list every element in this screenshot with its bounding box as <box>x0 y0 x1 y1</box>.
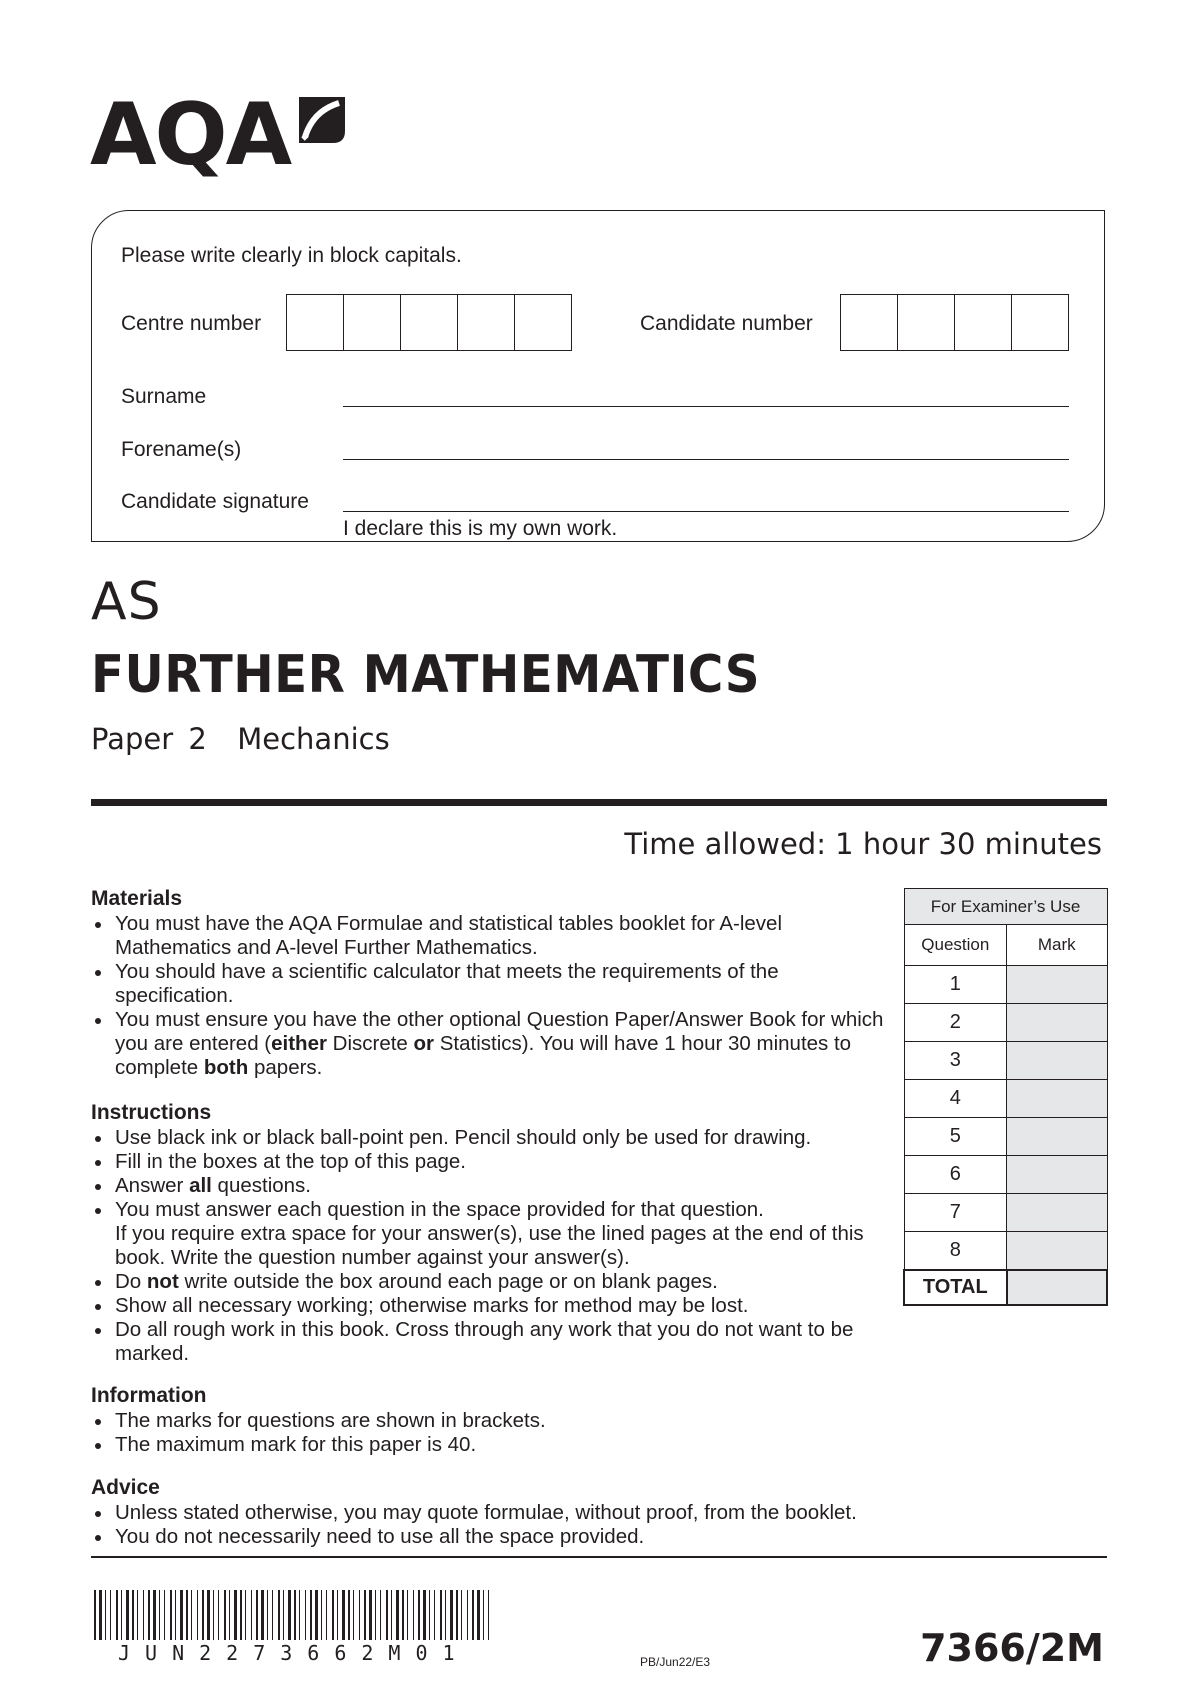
candidate-number-cell[interactable] <box>898 295 955 350</box>
footer-divider <box>91 1556 1107 1558</box>
total-mark-cell <box>1007 1270 1107 1305</box>
list-item: You do not necessarily need to use all the space provided. <box>91 1525 1051 1549</box>
materials-heading: Materials <box>91 887 183 910</box>
mark-cell <box>1007 1118 1107 1156</box>
centre-number-cell[interactable] <box>458 295 515 350</box>
mark-cell <box>1007 1080 1107 1118</box>
question-number: 3 <box>904 1042 1007 1080</box>
candidate-number-cell[interactable] <box>1012 295 1068 350</box>
list-item: You must answer each question in the space provided for that question. If you require extra space for your answer(s), use the lined pages at the end of this book. Write the question number against your answer(s). <box>91 1198 901 1270</box>
table-row <box>904 1118 1107 1156</box>
centre-number-cell[interactable] <box>344 295 401 350</box>
list-item: Fill in the boxes at the top of this page. <box>91 1150 901 1174</box>
list-item: Do all rough work in this book. Cross through any work that you do not want to be marked. <box>91 1318 901 1366</box>
question-number: 7 <box>904 1194 1007 1232</box>
list-item: Unless stated otherwise, you may quote formulae, without proof, from the booklet. <box>91 1501 1051 1525</box>
centre-number-label: Centre number <box>121 312 262 335</box>
reference-code: PB/Jun22/E3 <box>640 1655 711 1669</box>
signature-label: Candidate signature <box>121 490 309 513</box>
mark-cell <box>1007 1156 1107 1194</box>
list-item: You should have a scientific calculator that meets the requirements of the specification. <box>91 960 901 1008</box>
forenames-label: Forename(s) <box>121 438 242 461</box>
logo-text: AQA <box>90 85 291 185</box>
qualification-level: AS <box>91 572 162 632</box>
candidate-number-boxes[interactable] <box>840 294 1069 351</box>
centre-number-cell[interactable] <box>515 295 571 350</box>
forenames-line[interactable] <box>343 459 1069 460</box>
list-item: Do not write outside the box around each page or on blank pages. <box>91 1270 901 1294</box>
mark-cell <box>1007 1194 1107 1232</box>
leaf-icon <box>293 91 351 149</box>
mark-cell <box>1007 1004 1107 1042</box>
examiner-use-table <box>903 888 1108 1306</box>
list-item: Show all necessary working; otherwise marks for method may be lost. <box>91 1294 901 1318</box>
candidate-number-cell[interactable] <box>841 295 898 350</box>
total-label: TOTAL <box>904 1270 1007 1305</box>
declaration-text: I declare this is my own work. <box>343 517 618 540</box>
block-capitals-instruction: Please write clearly in block capitals. <box>121 244 462 267</box>
table-row <box>904 1194 1107 1232</box>
advice-section <box>91 1475 1051 1549</box>
barcode-icon <box>94 1590 498 1640</box>
information-heading: Information <box>91 1384 207 1407</box>
table-row <box>904 1156 1107 1194</box>
candidate-number-label: Candidate number <box>640 312 813 335</box>
mark-cell <box>1007 966 1107 1004</box>
list-item: You must have the AQA Formulae and statistical tables booklet for A-level Mathematics and A-level Further Mathematics. <box>91 912 901 960</box>
paper-title: Paper 2 Mechanics <box>91 722 390 756</box>
centre-number-boxes[interactable] <box>286 294 572 351</box>
surname-line[interactable] <box>343 406 1069 407</box>
table-row <box>904 1080 1107 1118</box>
table-row <box>904 1232 1107 1271</box>
table-row <box>904 1042 1107 1080</box>
aqa-logo <box>90 85 360 185</box>
centre-number-cell[interactable] <box>401 295 458 350</box>
instructions-heading: Instructions <box>91 1101 212 1124</box>
instructions-section <box>91 1100 901 1366</box>
divider <box>91 799 1107 806</box>
list-item: The marks for questions are shown in brackets. <box>91 1409 901 1433</box>
table-row <box>904 1004 1107 1042</box>
information-section <box>91 1383 901 1457</box>
centre-number-cell[interactable] <box>287 295 344 350</box>
total-row <box>904 1270 1107 1305</box>
question-column-header: Question <box>904 925 1007 966</box>
question-number: 8 <box>904 1232 1007 1271</box>
list-item: Use black ink or black ball-point pen. Pencil should only be used for drawing. <box>91 1126 901 1150</box>
time-allowed: Time allowed: 1 hour 30 minutes <box>624 827 1102 861</box>
advice-heading: Advice <box>91 1476 160 1499</box>
subject-title: FURTHER MATHEMATICS <box>91 645 761 705</box>
paper-code: 7366/2M <box>920 1626 1104 1670</box>
question-number: 2 <box>904 1004 1007 1042</box>
table-row <box>904 966 1107 1004</box>
question-number: 4 <box>904 1080 1007 1118</box>
materials-section <box>91 886 901 1080</box>
question-number: 5 <box>904 1118 1007 1156</box>
mark-column-header: Mark <box>1007 925 1107 966</box>
examiner-table-title: For Examiner’s Use <box>904 889 1107 925</box>
question-number: 6 <box>904 1156 1007 1194</box>
surname-label: Surname <box>121 385 207 408</box>
barcode-number: JUN2273662M01 <box>118 1641 470 1665</box>
list-item: The maximum mark for this paper is 40. <box>91 1433 901 1457</box>
list-item: You must ensure you have the other optional Question Paper/Answer Book for which you are entered (either Discrete or Statistics). You will have 1 hour 30 minutes to complete both papers. <box>91 1008 901 1080</box>
mark-cell <box>1007 1232 1107 1271</box>
signature-line[interactable] <box>343 511 1069 512</box>
list-item: Answer all questions. <box>91 1174 901 1198</box>
question-number: 1 <box>904 966 1007 1004</box>
mark-cell <box>1007 1042 1107 1080</box>
candidate-number-cell[interactable] <box>955 295 1012 350</box>
